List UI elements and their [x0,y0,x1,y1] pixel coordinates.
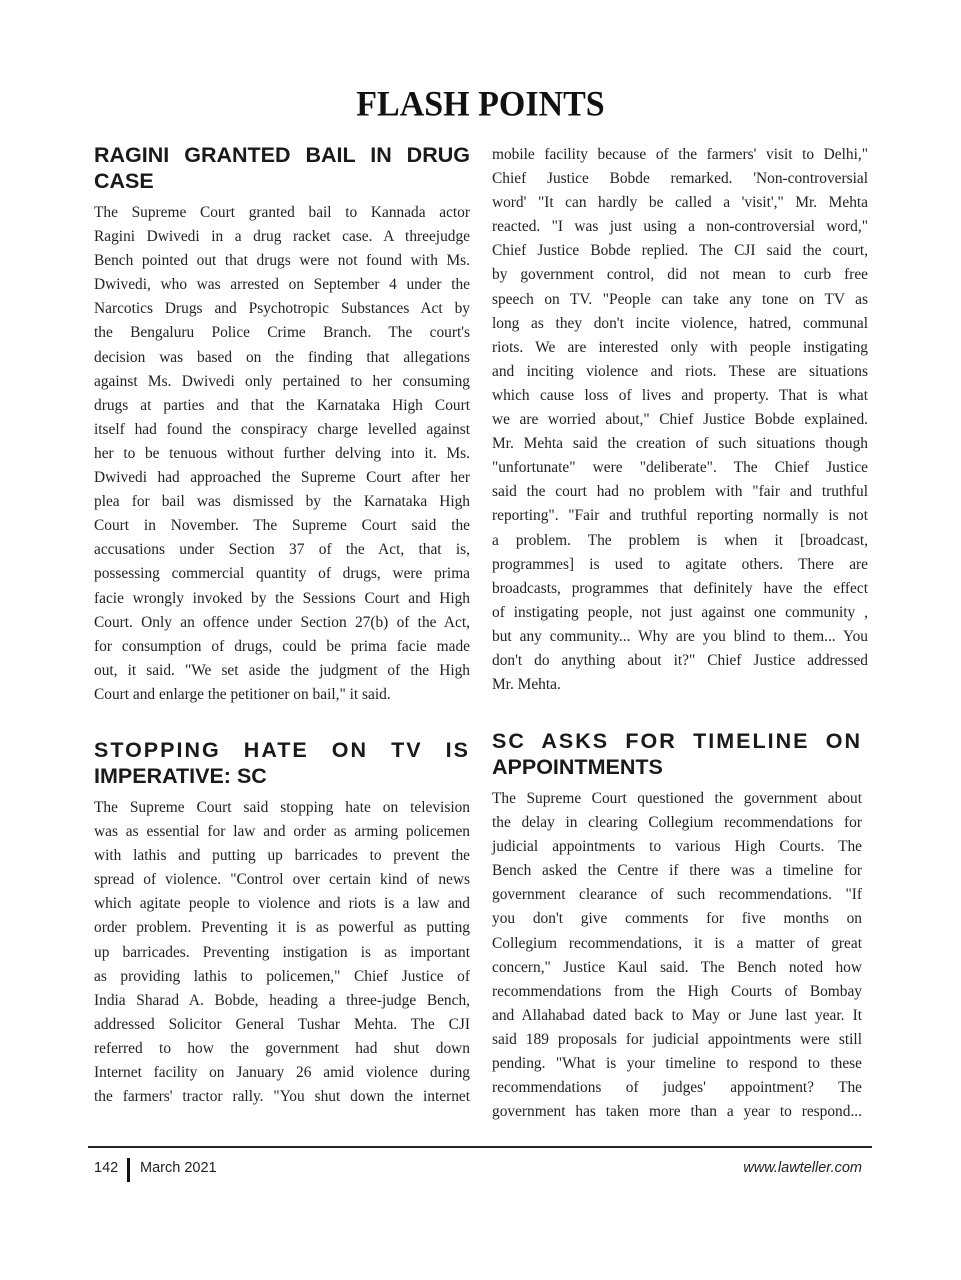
body-line: by government control, did not mean to curb free [492,266,868,284]
body-line: government has taken more than a year to respond... [492,1103,862,1121]
body-line: Collegium recommendations, it is a matter of great [492,934,862,952]
body-line: facie wrongly invoked by the Sessions Court and High [94,589,470,607]
body-line: with lathis and putting up barricades to prevent the [94,847,470,865]
body-line: long as they don't incite violence, hatred, communal [492,314,868,332]
body-line: the delay in clearing Collegium recommendations for [492,814,862,832]
body-line: Internet facility on January 26 amid violence during [94,1064,470,1082]
body-line: government clearance of such recommendations. "If [492,886,862,904]
issue-date: March 2021 [140,1160,217,1176]
body-line: which agitate people to violence and riots is a law and [94,895,470,913]
body-line: don't do anything about it?" Chief Justice addressed [492,651,868,669]
body-line: decision was based on the finding that allegations [94,348,470,366]
body-line: plea for bail was dismissed by the Karnataka High [94,493,470,511]
body-line: The Supreme Court granted bail to Kannada actor [94,204,470,221]
body-line: pending. "What is your timeline to respond to these [492,1055,862,1073]
body-line: Bench pointed out that drugs were not found with Ms. [94,252,470,270]
article-body [94,796,470,1109]
body-line: her to be tenuous without further delving into it. Ms. [94,444,470,462]
body-line: said 189 proposals for judicial appointments were still [492,1030,862,1048]
body-line: spread of violence. "Control over certain kind of news [94,871,470,889]
page-title: FLASH POINTS [356,85,605,124]
body-line: word' "It can hardly be called a 'visit'," Mr. Mehta [492,194,868,212]
body-line: accusations under Section 37 of the Act, that is, [94,541,470,559]
body-line: reporting". "Fair and truthful reporting normally is not [492,507,868,525]
body-line: of instigating people, not just against one community , [492,603,868,621]
body-line: mobile facility because of the farmers' visit to Delhi," [492,146,868,163]
body-line: The Supreme Court questioned the government about [492,790,862,807]
footer-separator-bar [127,1158,130,1182]
body-line: and Allahabad dated back to May or June last year. It [492,1006,862,1024]
body-line: itself had found the conspiracy charge levelled against [94,420,470,438]
body-line: addressed Solicitor General Tushar Mehta. The CJI [94,1015,470,1033]
body-line: the Bengaluru Police Crime Branch. The court's [94,324,470,342]
body-line: recommendations of judges' appointment? The [492,1079,862,1097]
body-line: India Sharad A. Bobde, heading a three-judge Bench, [94,991,470,1009]
body-line: referred to how the government had shut down [94,1039,470,1057]
body-line: you don't give comments for five months on [492,910,862,928]
headline-line: STOPPING HATE ON TV IS [94,738,470,762]
body-line: concern," Justice Kaul said. The Bench noted how [492,958,862,976]
body-line: programmes] is used to agitate others. There are [492,555,868,573]
body-line: out, it said. "We set aside the judgment of the High [94,661,470,679]
body-line: Dwivedi, who was arrested on September 4 under the [94,276,470,294]
body-line: Ragini Dwivedi in a drug racket case. A threejudge [94,228,470,246]
body-line: Court and enlarge the petitioner on bail," it said. [94,685,391,703]
body-line: order problem. Preventing it is as powerful as putting [94,919,470,937]
body-line: Chief Justice Bobde replied. The CJI said the court, [492,242,868,260]
headline-line: CASE [94,169,154,193]
article-headline [94,142,470,194]
body-line: for consumption of drugs, could be prima facie made [94,637,470,655]
body-line: recommendations from the High Courts of Bombay [492,982,862,1000]
article-headline [492,728,862,780]
body-line: broadcasts, programmes that definitely have the effect [492,579,868,597]
article-sc-timeline [492,728,862,780]
article-ragini-bail [94,142,470,194]
headline-line: IMPERATIVE: SC [94,764,267,788]
body-line: the farmers' tractor rally. "You shut down the internet [94,1088,470,1106]
body-line: was as essential for law and order as arming policemen [94,823,470,841]
website-link[interactable]: www.lawteller.com [743,1160,862,1176]
body-line: against Ms. Dwivedi only pertained to her consuming [94,372,470,390]
body-line: Court in November. The Supreme Court said the [94,517,470,535]
body-line: as providing lathis to policemen," Chief Justice of [94,967,470,985]
article-headline [94,737,470,789]
body-line: judicial appointments to various High Courts. The [492,838,862,856]
body-line: speech on TV. "People can take any tone on TV as [492,290,868,308]
body-line: Mr. Mehta said the creation of such situations though [492,435,868,453]
body-line: Court. Only an offence under Section 27(b) of the Act, [94,613,470,631]
headline-line: APPOINTMENTS [492,755,663,779]
article-stopping-hate [94,737,470,789]
article-body [94,201,470,707]
body-line: possessing commercial quantity of drugs, were prima [94,565,470,583]
body-line: riots. We are interested only with people instigating [492,338,868,356]
footer-divider [88,1146,872,1148]
body-line: Dwivedi had approached the Supreme Court after her [94,469,470,487]
body-line: Chief Justice Bobde remarked. 'Non-controversial [492,170,868,188]
body-line: Narcotics Drugs and Psychotropic Substances Act by [94,300,470,318]
body-line: we are worried about," Chief Justice Bobde explained. [492,411,868,429]
article-body-continued [492,143,868,697]
body-line: reacted. "I was just using a non-controversial word," [492,218,868,236]
headline-line: RAGINI GRANTED BAIL IN DRUG [94,143,470,167]
body-line: The Supreme Court said stopping hate on television [94,799,470,816]
page-number: 142 [94,1160,119,1176]
body-line: said the court had no problem with "fair and truthful [492,483,868,501]
body-line: a problem. The problem is when it [broadcast, [492,531,868,549]
body-line: up barricades. Preventing instigation is as important [94,943,470,961]
body-line: Mr. Mehta. [492,676,561,694]
body-line: "unfortunate" were "deliberate". The Chief Justice [492,459,868,477]
page-footer [94,1160,862,1182]
body-line: but any community... Why are you blind to them... You [492,627,868,645]
body-line: drugs at parties and that the Karnataka High Court [94,396,470,414]
article-body [492,787,862,1124]
body-line: which cause loss of lives and property. That is what [492,386,868,404]
body-line: and inciting violence and riots. These are situations [492,362,868,380]
body-line: Bench asked the Centre if there was a timeline for [492,862,862,880]
headline-line: SC ASKS FOR TIMELINE ON [492,729,862,753]
